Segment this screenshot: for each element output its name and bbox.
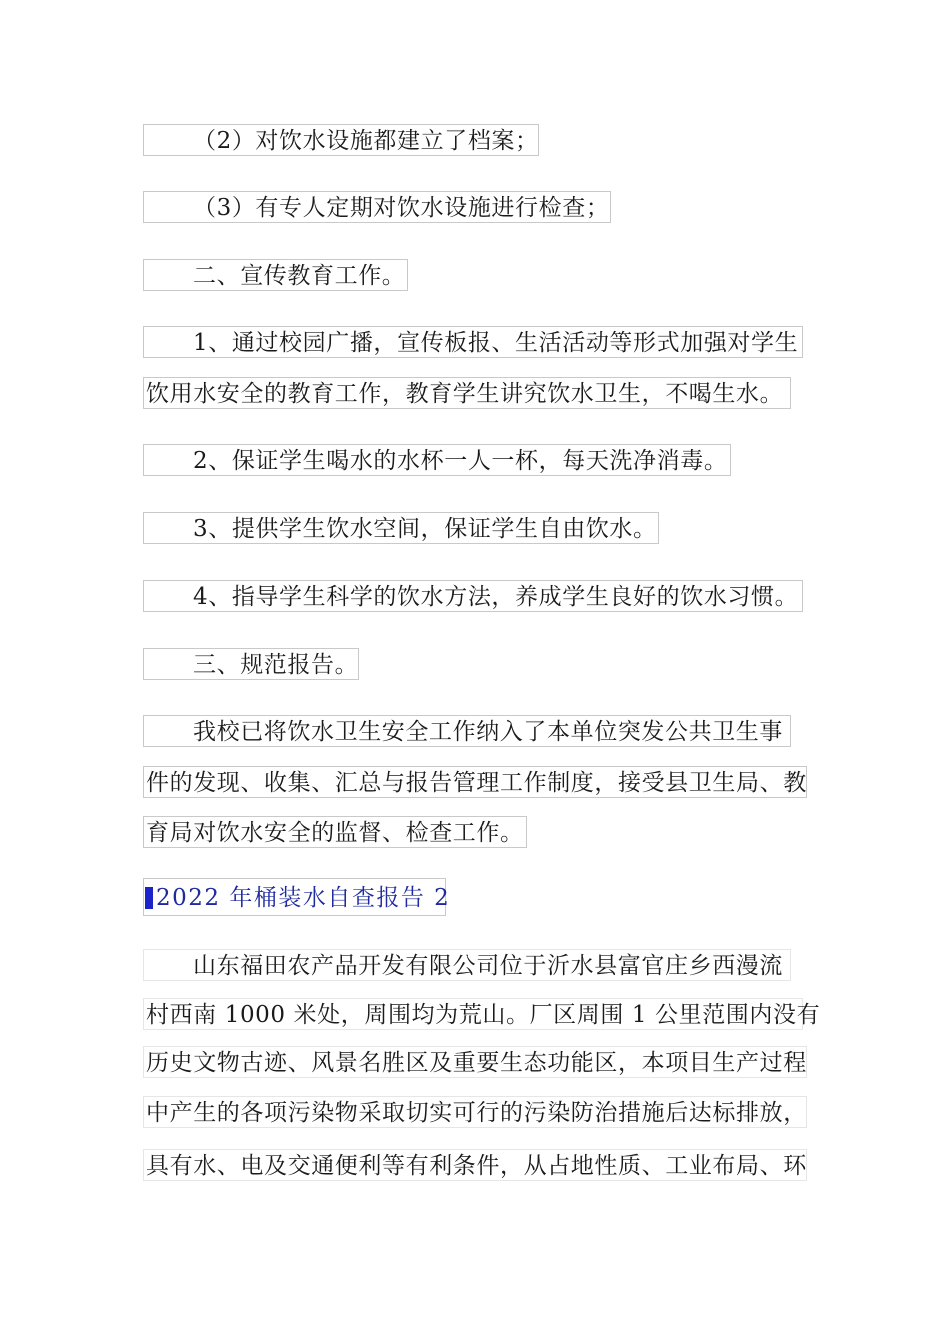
- report-2-line-3: 历史文物古迹、风景名胜区及重要生态功能区，本项目生产过程: [143, 1046, 807, 1078]
- report-2-title: [143, 878, 451, 916]
- paragraph-1-line-1: 1、通过校园广播，宣传板报、生活活动等形式加强对学生: [143, 326, 803, 358]
- report-2-title-text: 2022 年桶装水自查报告 2: [156, 885, 451, 911]
- report-2-line-2: 村西南 1000 米处，周围均为荒山。厂区周围 1 公里范围内没有: [143, 998, 803, 1030]
- paragraph-reporting-line-2: 件的发现、收集、汇总与报告管理工作制度，接受县卫生局、教: [143, 766, 807, 798]
- section-heading-reporting: 三、规范报告。: [143, 648, 359, 680]
- heading-marker-icon: [145, 887, 153, 909]
- report-2-line-4: 中产生的各项污染物采取切实可行的污染防治措施后达标排放，: [143, 1096, 807, 1128]
- paragraph-item-2: （2）对饮水设施都建立了档案；: [143, 124, 539, 156]
- paragraph-item-3: （3）有专人定期对饮水设施进行检查；: [143, 191, 611, 223]
- paragraph-3: 3、提供学生饮水空间，保证学生自由饮水。: [143, 512, 659, 544]
- report-2-line-5: 具有水、电及交通便利等有利条件，从占地性质、工业布局、环: [143, 1149, 807, 1181]
- paragraph-2: 2、保证学生喝水的水杯一人一杯，每天洗净消毒。: [143, 444, 731, 476]
- paragraph-1-line-2: 饮用水安全的教育工作，教育学生讲究饮水卫生，不喝生水。: [143, 377, 791, 409]
- paragraph-reporting-line-1: 我校已将饮水卫生安全工作纳入了本单位突发公共卫生事: [143, 715, 791, 747]
- paragraph-reporting-line-3: 育局对饮水安全的监督、检查工作。: [143, 816, 527, 848]
- report-2-line-1: 山东福田农产品开发有限公司位于沂水县富官庄乡西漫流: [143, 949, 791, 981]
- paragraph-4: 4、指导学生科学的饮水方法，养成学生良好的饮水习惯。: [143, 580, 803, 612]
- section-heading-publicity: 二、宣传教育工作。: [143, 259, 408, 291]
